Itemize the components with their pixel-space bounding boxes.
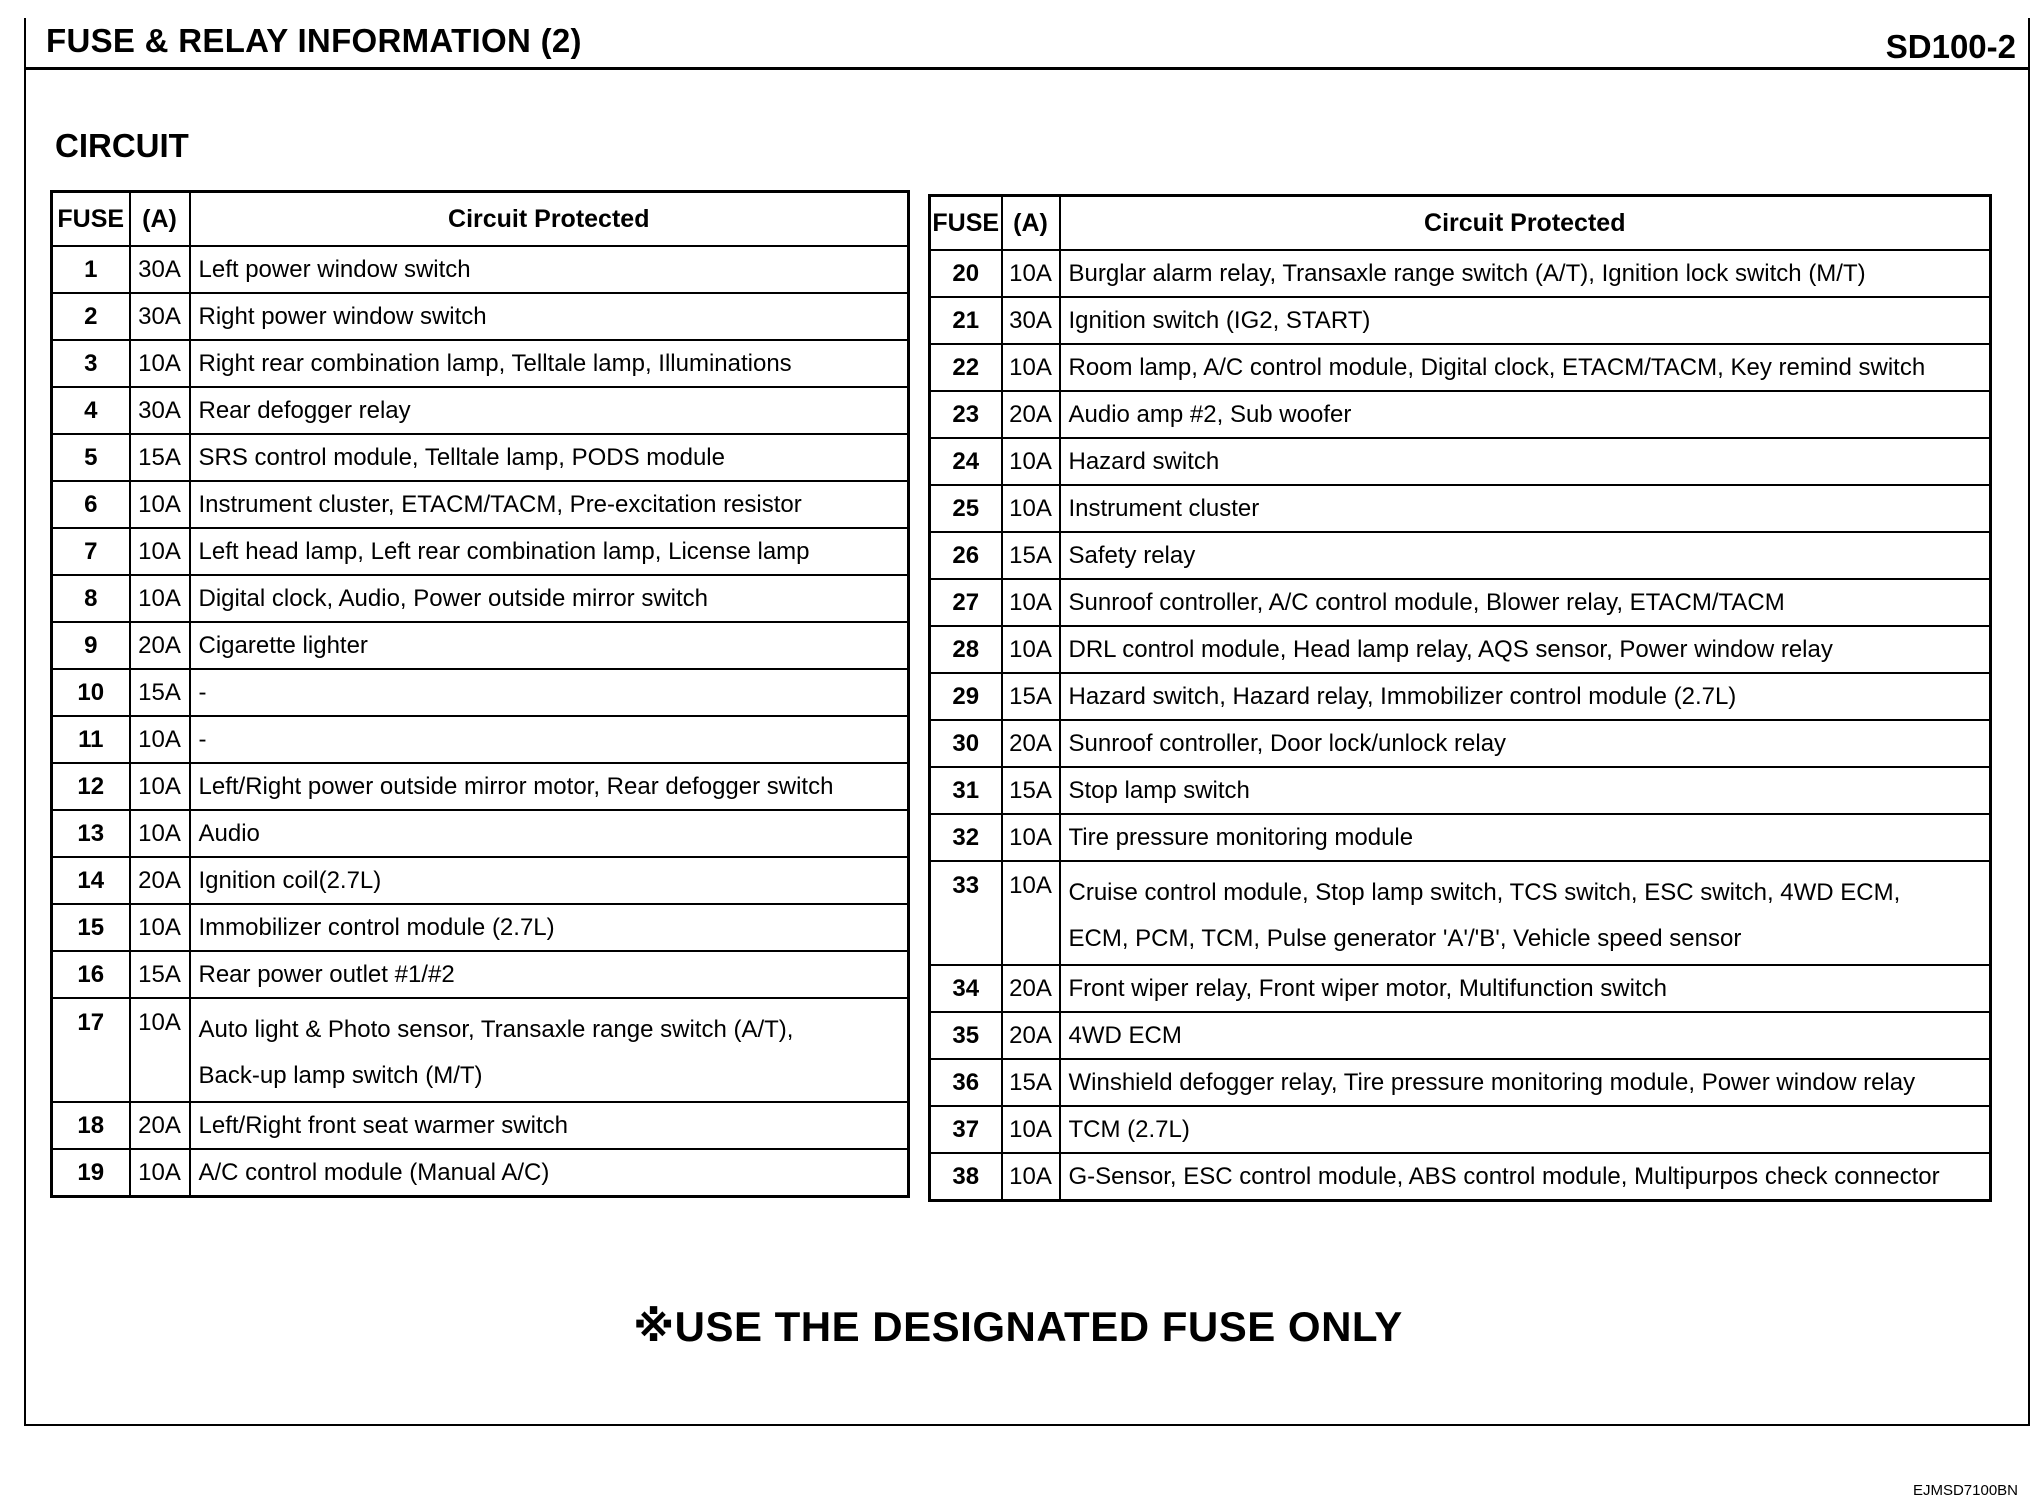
circuit-line: Stop lamp switch <box>1068 776 1250 804</box>
fuse-number: 9 <box>52 622 130 669</box>
table-row <box>52 857 909 904</box>
table-row <box>930 767 1991 814</box>
fuse-number: 7 <box>52 528 130 575</box>
fuse-rating: 10A <box>130 716 190 763</box>
fuse-rating: 10A <box>130 340 190 387</box>
table-header-row <box>52 192 909 247</box>
table-row <box>930 344 1991 391</box>
fuse-rating: 20A <box>1002 720 1060 767</box>
circuit-line: - <box>198 725 207 753</box>
fuse-rating: 20A <box>1002 1012 1060 1059</box>
table-row <box>930 720 1991 767</box>
circuit-protected <box>190 622 909 669</box>
fuse-table-left <box>50 190 910 1198</box>
table-row <box>930 673 1991 720</box>
page-title: FUSE & RELAY INFORMATION (2) <box>46 22 582 59</box>
table-row <box>930 626 1991 673</box>
circuit-protected <box>190 528 909 575</box>
fuse-rating: 30A <box>130 246 190 293</box>
circuit-protected <box>1060 626 1991 673</box>
circuit-protected <box>190 951 909 998</box>
circuit-line: Left power window switch <box>198 255 471 283</box>
fuse-number: 4 <box>52 387 130 434</box>
table-row <box>930 1153 1991 1201</box>
circuit-protected <box>190 998 909 1102</box>
fuse-number: 25 <box>930 485 1002 532</box>
circuit-protected <box>1060 720 1991 767</box>
table-row <box>930 1106 1991 1153</box>
circuit-line: Left/Right power outside mirror motor, Rear defogger switch <box>198 772 834 800</box>
table-row <box>930 1059 1991 1106</box>
circuit-line: Ignition coil(2.7L) <box>198 866 382 894</box>
fuse-number: 17 <box>52 998 130 1102</box>
column-header-amp: (A) <box>1002 196 1060 251</box>
fuse-number: 10 <box>52 669 130 716</box>
fuse-rating: 10A <box>130 1149 190 1197</box>
fuse-rating: 15A <box>1002 767 1060 814</box>
fuse-rating: 15A <box>1002 673 1060 720</box>
header-bar <box>24 18 2030 70</box>
circuit-line: Audio amp #2, Sub woofer <box>1068 400 1352 428</box>
fuse-number: 14 <box>52 857 130 904</box>
fuse-number: 33 <box>930 861 1002 965</box>
fuse-rating: 10A <box>1002 1106 1060 1153</box>
table-row <box>52 575 909 622</box>
circuit-line: Rear defogger relay <box>198 396 411 424</box>
circuit-line: SRS control module, Telltale lamp, PODS module <box>198 443 725 471</box>
fuse-rating: 10A <box>1002 250 1060 297</box>
circuit-protected <box>190 481 909 528</box>
table-row <box>930 391 1991 438</box>
circuit-protected <box>1060 1153 1991 1201</box>
fuse-number: 27 <box>930 579 1002 626</box>
table-header-row <box>930 196 1991 251</box>
circuit-protected <box>190 810 909 857</box>
column-header-amp: (A) <box>130 192 190 247</box>
table-row <box>930 861 1991 965</box>
table-row <box>52 716 909 763</box>
fuse-rating: 10A <box>130 481 190 528</box>
fuse-rating: 10A <box>1002 344 1060 391</box>
page-code: SD100-2 <box>1885 28 2016 65</box>
fuse-number: 34 <box>930 965 1002 1012</box>
fuse-number: 36 <box>930 1059 1002 1106</box>
fuse-number: 5 <box>52 434 130 481</box>
circuit-protected <box>190 246 909 293</box>
column-header-fuse: FUSE <box>52 192 130 247</box>
fuse-rating: 20A <box>130 1102 190 1149</box>
circuit-protected <box>1060 767 1991 814</box>
circuit-protected <box>190 669 909 716</box>
table-row <box>52 669 909 716</box>
circuit-line: Sunroof controller, A/C control module, Blower relay, ETACM/TACM <box>1068 588 1785 616</box>
fuse-rating: 30A <box>130 293 190 340</box>
circuit-line: Instrument cluster <box>1068 494 1260 522</box>
section-title: CIRCUIT <box>55 127 189 164</box>
circuit-line: - <box>198 678 207 706</box>
table-row <box>52 951 909 998</box>
circuit-protected <box>1060 344 1991 391</box>
circuit-line: Front wiper relay, Front wiper motor, Multifunction switch <box>1068 974 1667 1002</box>
circuit-line: Rear power outlet #1/#2 <box>198 960 455 988</box>
fuse-notice: ※USE THE DESIGNATED FUSE ONLY <box>633 1303 1403 1350</box>
fuse-rating: 10A <box>130 763 190 810</box>
fuse-number: 11 <box>52 716 130 763</box>
fuse-number: 12 <box>52 763 130 810</box>
circuit-protected <box>190 1102 909 1149</box>
table-row <box>52 1149 909 1197</box>
circuit-protected <box>190 387 909 434</box>
circuit-protected <box>190 763 909 810</box>
circuit-protected <box>1060 1106 1991 1153</box>
fuse-rating: 10A <box>1002 861 1060 965</box>
circuit-line: Instrument cluster, ETACM/TACM, Pre-excitation resistor <box>198 490 802 518</box>
fuse-rating: 15A <box>130 951 190 998</box>
circuit-line: Back-up lamp switch (M/T) <box>198 1062 483 1089</box>
circuit-protected <box>190 716 909 763</box>
fuse-rating: 10A <box>130 575 190 622</box>
circuit-line: Ignition switch (IG2, START) <box>1068 306 1371 334</box>
table-row <box>930 814 1991 861</box>
table-row <box>930 1012 1991 1059</box>
fuse-number: 29 <box>930 673 1002 720</box>
circuit-protected <box>1060 391 1991 438</box>
circuit-line: Cigarette lighter <box>198 631 368 659</box>
circuit-line: Digital clock, Audio, Power outside mirror switch <box>198 584 709 612</box>
fuse-rating: 10A <box>1002 485 1060 532</box>
fuse-number: 3 <box>52 340 130 387</box>
table-row <box>930 532 1991 579</box>
fuse-number: 23 <box>930 391 1002 438</box>
fuse-rating: 15A <box>1002 1059 1060 1106</box>
table-row <box>930 965 1991 1012</box>
fuse-rating: 15A <box>130 434 190 481</box>
fuse-number: 24 <box>930 438 1002 485</box>
circuit-line: Tire pressure monitoring module <box>1068 823 1414 851</box>
fuse-rating: 10A <box>1002 579 1060 626</box>
fuse-number: 26 <box>930 532 1002 579</box>
circuit-line: Auto light & Photo sensor, Transaxle range switch (A/T), <box>198 1016 794 1043</box>
table-row <box>930 297 1991 344</box>
circuit-line: G-Sensor, ESC control module, ABS control module, Multipurpos check connector <box>1068 1162 1940 1190</box>
circuit-protected <box>1060 438 1991 485</box>
circuit-line: Left/Right front seat warmer switch <box>198 1111 568 1139</box>
table-row <box>52 528 909 575</box>
table-row <box>52 1102 909 1149</box>
fuse-number: 6 <box>52 481 130 528</box>
circuit-line: Sunroof controller, Door lock/unlock relay <box>1068 729 1507 757</box>
circuit-line: Room lamp, A/C control module, Digital clock, ETACM/TACM, Key remind switch <box>1068 353 1926 381</box>
table-row <box>930 485 1991 532</box>
fuse-number: 13 <box>52 810 130 857</box>
fuse-rating: 10A <box>130 528 190 575</box>
fuse-rating: 10A <box>130 810 190 857</box>
fuse-number: 28 <box>930 626 1002 673</box>
circuit-protected <box>190 1149 909 1197</box>
circuit-protected <box>1060 861 1991 965</box>
circuit-line: ECM, PCM, TCM, Pulse generator 'A'/'B', Vehicle speed sensor <box>1068 925 1742 952</box>
table-row <box>930 579 1991 626</box>
circuit-protected <box>190 857 909 904</box>
fuse-rating: 20A <box>130 857 190 904</box>
circuit-line: Safety relay <box>1068 541 1196 569</box>
fuse-rating: 10A <box>1002 814 1060 861</box>
table-row <box>52 763 909 810</box>
fuse-number: 30 <box>930 720 1002 767</box>
circuit-protected <box>1060 532 1991 579</box>
column-header-circuit: Circuit Protected <box>1060 196 1991 251</box>
fuse-rating: 10A <box>130 904 190 951</box>
circuit-line: Winshield defogger relay, Tire pressure monitoring module, Power window relay <box>1068 1068 1916 1096</box>
circuit-line: Right power window switch <box>198 302 487 330</box>
circuit-protected <box>190 575 909 622</box>
fuse-rating: 30A <box>1002 297 1060 344</box>
fuse-rating: 30A <box>130 387 190 434</box>
table-row <box>52 434 909 481</box>
fuse-rating: 10A <box>130 998 190 1102</box>
circuit-protected <box>1060 965 1991 1012</box>
circuit-protected <box>190 434 909 481</box>
fuse-rating: 15A <box>1002 532 1060 579</box>
circuit-line: Burglar alarm relay, Transaxle range switch (A/T), Ignition lock switch (M/T) <box>1068 259 1866 287</box>
fuse-rating: 10A <box>1002 1153 1060 1201</box>
table-row <box>52 387 909 434</box>
fuse-rating: 20A <box>1002 391 1060 438</box>
circuit-protected <box>1060 673 1991 720</box>
fuse-rating: 10A <box>1002 626 1060 673</box>
column-header-fuse: FUSE <box>930 196 1002 251</box>
table-row <box>52 998 909 1102</box>
circuit-line: Left head lamp, Left rear combination lamp, License lamp <box>198 537 810 565</box>
table-row <box>52 622 909 669</box>
column-header-circuit: Circuit Protected <box>190 192 909 247</box>
table-row <box>52 481 909 528</box>
fuse-number: 16 <box>52 951 130 998</box>
circuit-protected <box>190 340 909 387</box>
table-row <box>52 246 909 293</box>
fuse-number: 37 <box>930 1106 1002 1153</box>
fuse-number: 20 <box>930 250 1002 297</box>
circuit-protected <box>1060 297 1991 344</box>
fuse-number: 31 <box>930 767 1002 814</box>
table-row <box>52 810 909 857</box>
circuit-protected <box>1060 814 1991 861</box>
circuit-line: A/C control module (Manual A/C) <box>198 1158 550 1186</box>
fuse-number: 18 <box>52 1102 130 1149</box>
fuse-number: 35 <box>930 1012 1002 1059</box>
fuse-number: 38 <box>930 1153 1002 1201</box>
circuit-line: 4WD ECM <box>1068 1021 1182 1049</box>
table-row <box>930 438 1991 485</box>
fuse-rating: 10A <box>1002 438 1060 485</box>
table-row <box>930 250 1991 297</box>
fuse-rating: 20A <box>130 622 190 669</box>
circuit-line: Immobilizer control module (2.7L) <box>198 913 555 941</box>
circuit-line: DRL control module, Head lamp relay, AQS sensor, Power window relay <box>1068 635 1833 663</box>
circuit-protected <box>1060 1012 1991 1059</box>
circuit-line: TCM (2.7L) <box>1068 1115 1190 1143</box>
fuse-number: 8 <box>52 575 130 622</box>
fuse-number: 19 <box>52 1149 130 1197</box>
circuit-line: Right rear combination lamp, Telltale lamp, Illuminations <box>198 349 792 377</box>
circuit-protected <box>1060 485 1991 532</box>
circuit-protected <box>190 904 909 951</box>
fuse-number: 15 <box>52 904 130 951</box>
table-row <box>52 340 909 387</box>
fuse-number: 1 <box>52 246 130 293</box>
fuse-number: 21 <box>930 297 1002 344</box>
circuit-protected <box>1060 579 1991 626</box>
circuit-protected <box>1060 1059 1991 1106</box>
footer-code: EJMSD7100BN <box>1912 1482 2018 1499</box>
table-row <box>52 904 909 951</box>
circuit-line: Hazard switch <box>1068 447 1220 475</box>
fuse-rating: 15A <box>130 669 190 716</box>
circuit-protected <box>1060 250 1991 297</box>
fuse-table-right <box>928 194 1992 1202</box>
table-row <box>52 293 909 340</box>
circuit-protected <box>190 293 909 340</box>
fuse-number: 22 <box>930 344 1002 391</box>
circuit-line: Audio <box>198 819 260 847</box>
circuit-line: Cruise control module, Stop lamp switch, TCS switch, ESC switch, 4WD ECM, <box>1068 879 1901 906</box>
circuit-line: Hazard switch, Hazard relay, Immobilizer control module (2.7L) <box>1068 682 1737 710</box>
fuse-number: 2 <box>52 293 130 340</box>
fuse-rating: 20A <box>1002 965 1060 1012</box>
fuse-number: 32 <box>930 814 1002 861</box>
